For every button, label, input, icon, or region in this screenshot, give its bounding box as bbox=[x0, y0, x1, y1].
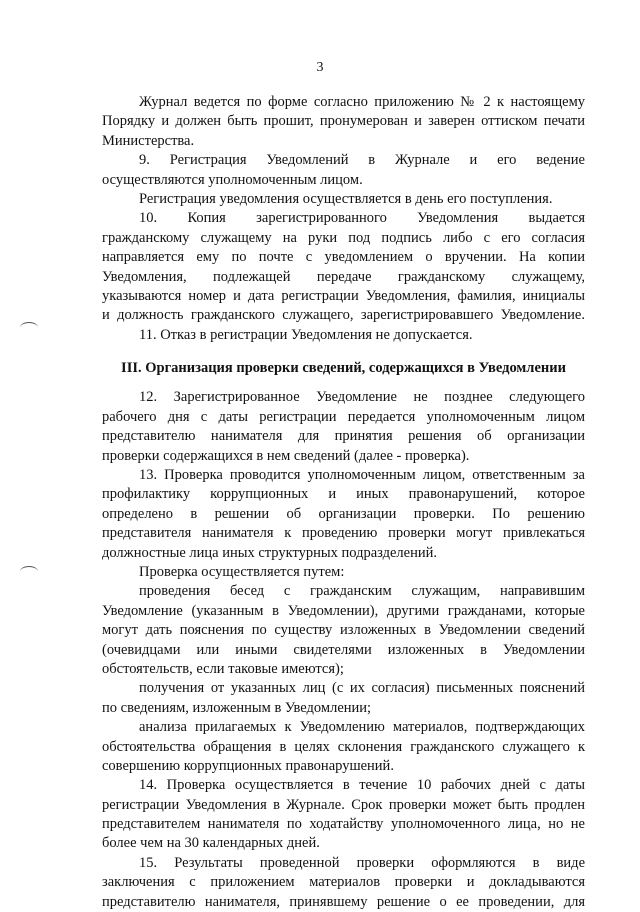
text-line: получения от указанных лиц (с их согласия) письменных пояснений bbox=[139, 680, 585, 697]
text-line: Министерства. bbox=[102, 132, 195, 149]
paragraph bbox=[102, 466, 585, 563]
section-paragraphs-before bbox=[102, 93, 585, 345]
text-line: Проверка осуществляется путем: bbox=[139, 563, 345, 580]
document-body bbox=[102, 93, 585, 912]
text-line: Уведомления, подлежащей передаче гражданскому служащему, bbox=[102, 268, 585, 285]
text-line: определено в решении об организации проверки. По решению bbox=[102, 505, 585, 522]
text-line: 13. Проверка проводится уполномоченным лицом, ответственным за bbox=[139, 467, 585, 484]
text-line: рабочего дня с даты регистрации передается уполномоченным лицом bbox=[102, 408, 585, 425]
text-line: 9. Регистрация Уведомлений в Журнале и его ведение bbox=[139, 152, 585, 169]
text-line: проведения бесед с гражданским служащим, направившим bbox=[139, 583, 585, 600]
paragraph bbox=[102, 190, 585, 209]
text-line: регистрации Уведомления в Журнале. Срок проверки может быть продлен bbox=[102, 796, 585, 813]
section-heading: III. Организация проверки сведений, содержащихся в Уведомлении bbox=[121, 360, 566, 377]
punch-hole-mark-top bbox=[20, 322, 38, 333]
text-line: 14. Проверка осуществляется в течение 10 рабочих дней с даты bbox=[139, 777, 585, 794]
text-line: 12. Зарегистрированное Уведомление не позднее следующего bbox=[139, 389, 585, 406]
text-line: представителю нанимателя для принятия решения об организации bbox=[102, 428, 585, 445]
text-line: представителю нанимателя, принявшему решение о ее проведении, для bbox=[102, 893, 585, 910]
text-line: 15. Результаты проведенной проверки оформляются в виде bbox=[139, 854, 585, 871]
paragraph bbox=[102, 776, 585, 854]
text-line: Журнал ведется по форме согласно приложению № 2 к настоящему bbox=[139, 94, 585, 110]
text-line: проверки содержащихся в нем сведений (далее - проверка). bbox=[102, 447, 470, 464]
text-line: Регистрация уведомления осуществляется в день его поступления. bbox=[139, 190, 553, 207]
text-line: могут дать пояснения по существу изложенных в Уведомлении сведений bbox=[102, 622, 585, 639]
paragraph bbox=[102, 388, 585, 466]
text-line: анализа прилагаемых к Уведомлению материалов, подтверждающих bbox=[139, 719, 585, 736]
text-line: 10. Копия зарегистрированного Уведомления выдается bbox=[139, 210, 585, 227]
text-line: по сведениям, изложенным в Уведомлении; bbox=[102, 699, 372, 716]
text-line: Уведомление (указанным в Уведомлении), другими гражданами, которые bbox=[102, 602, 585, 619]
text-line: представителем нанимателя по ходатайству уполномоченного лица, но не bbox=[102, 816, 585, 833]
text-line: обстоятельств, если таковые имеются); bbox=[102, 660, 344, 677]
text-line: гражданскому служащему на руки под подпись либо с его согласия bbox=[102, 229, 585, 246]
text-line: обстоятельства обращения в целях склонения гражданского служащего к bbox=[102, 738, 585, 755]
text-line: указываются номер и дата регистрации Уведомления, фамилия, инициалы bbox=[102, 287, 585, 304]
paragraph bbox=[102, 679, 585, 718]
text-line: осуществляются уполномоченным лицом. bbox=[102, 171, 363, 188]
text-line: и должность гражданского служащего, зарегистрировавшего Уведомление. bbox=[102, 307, 585, 324]
paragraph bbox=[102, 563, 585, 582]
paragraph bbox=[102, 854, 585, 912]
text-line: совершению коррупционных правонарушений. bbox=[102, 757, 394, 774]
text-line: более чем на 30 календарных дней. bbox=[102, 835, 320, 852]
paragraph bbox=[102, 582, 585, 679]
paragraph bbox=[102, 326, 585, 345]
punch-hole-mark-bottom bbox=[20, 566, 38, 577]
text-line: заключения с приложением материалов проверки и докладываются bbox=[102, 874, 585, 891]
paragraph bbox=[102, 93, 585, 151]
text-line: представителя нанимателя к проведению проверки могут привлекаться bbox=[102, 525, 585, 542]
text-line: (очевидцами или иными свидетелями изложенных в Уведомлении bbox=[102, 641, 585, 658]
text-line: Порядку и должен быть прошит, пронумерован и заверен оттиском печати bbox=[102, 113, 585, 130]
text-line: должностные лица иных структурных подразделений. bbox=[102, 544, 437, 561]
page-number: 3 bbox=[316, 60, 324, 75]
text-line: 11. Отказ в регистрации Уведомления не допускается. bbox=[139, 326, 473, 343]
paragraph bbox=[102, 151, 585, 190]
text-line: профилактику коррупционных и иных правонарушений, которое bbox=[102, 486, 585, 503]
section-paragraphs-after bbox=[102, 388, 585, 912]
paragraph bbox=[102, 209, 585, 325]
text-line: направляется ему по почте с уведомлением о вручении. На копии bbox=[102, 249, 585, 266]
paragraph bbox=[102, 718, 585, 776]
